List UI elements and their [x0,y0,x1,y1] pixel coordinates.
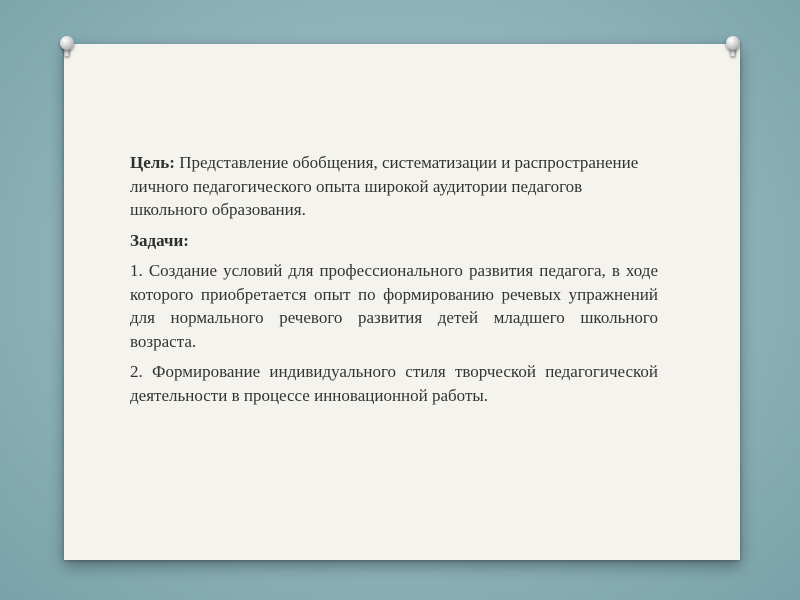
goal-text: Представление обобщения, систематизации и распространение личного педагогического опыта широкой аудитории педагогов школьного образования. [130,153,639,219]
pushpin-left-icon [58,36,76,58]
tasks-label: Задачи: [130,230,189,250]
tasks-heading [130,229,658,253]
goal-label: Цель: [130,153,175,172]
task-item-2: 2. Формирование индивидуального стиля творческой педагогической деятельности в процессе инновационной работы. [130,362,658,405]
task-item-1: 1. Создание условий для профессионального развития педагога, в ходе которого приобретается опыт по формированию речевых упражнений для нормального речевого развития детей младшего школьного возраста. [130,261,658,351]
goal-paragraph [130,151,658,222]
slide-content [130,151,658,414]
pushpin-right-icon [724,36,742,58]
